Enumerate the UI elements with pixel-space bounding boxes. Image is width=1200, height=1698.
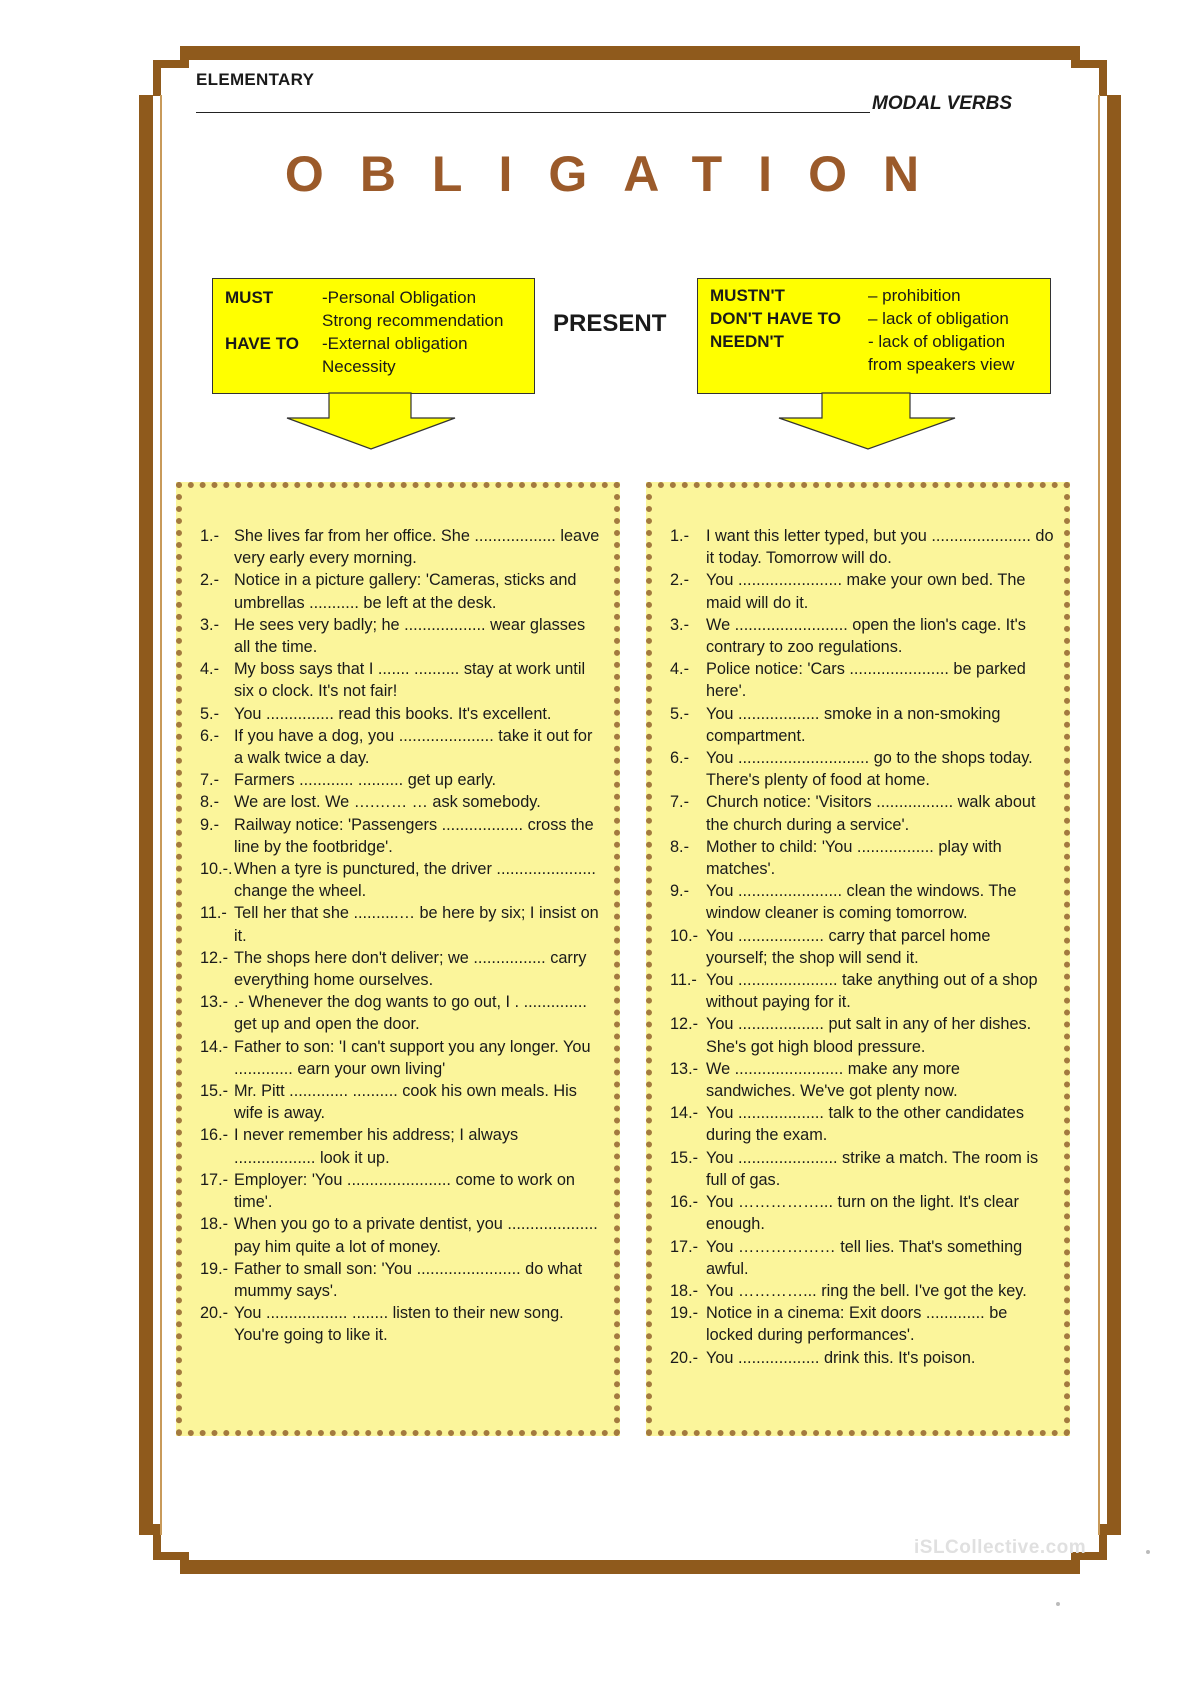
exercise-text: We ......................... open the lion's cage. It's contrary to zoo regulations. [706, 615, 1026, 657]
exercise-number: 6.- [200, 726, 220, 745]
exercise-text: We ........................ make any more sandwiches. We've got plenty now. [706, 1059, 960, 1101]
exercise-item [200, 569, 602, 613]
exercise-number: 11.- [200, 904, 227, 923]
exercise-text: You ....................... make your own bed. The maid will do it. [706, 571, 1026, 612]
level-label: ELEMENTARY [196, 70, 315, 89]
exercise-text: You ............... read this books. It's excellent. [234, 704, 552, 723]
exercise-number: 17.- [670, 1237, 699, 1256]
exercise-number: 20.- [200, 1304, 229, 1323]
box-row [225, 286, 522, 309]
exercise-number: 16.- [200, 1126, 229, 1145]
exercise-item [670, 880, 1054, 924]
exercise-item [670, 1058, 1054, 1102]
exercise-item [670, 969, 1054, 1013]
exercise-text: I never remember his address; I always .................. look it up. [234, 1126, 519, 1167]
stray-dot [1146, 1550, 1150, 1554]
box-meaning: - lack of obligation [868, 332, 1006, 351]
exercise-text: You ................... carry that parcel home yourself; the shop will send it. [706, 926, 991, 967]
exercise-number: 10.- [670, 926, 699, 945]
exercise-text: If you have a dog, you ..................... take it out for a walk twice a day. [234, 726, 593, 768]
page-title: OBLIGATION [284, 146, 956, 202]
box-keyword: HAVE TO [225, 334, 299, 353]
exercise-text: She lives far from her office. She .................. leave very early every morning. [234, 527, 600, 568]
exercise-item [200, 902, 602, 946]
box-meaning: from speakers view [868, 355, 1015, 374]
topic-label: MODAL VERBS [872, 93, 1013, 114]
exercise-item [200, 1036, 602, 1080]
exercise-text: You ...................... strike a match. The room is full of gas. [706, 1148, 1039, 1189]
exercise-item [200, 769, 602, 791]
exercise-number: 11.- [670, 971, 697, 990]
exercise-text: Tell her that she ..........… be here by six; I insist on it. [234, 904, 599, 945]
exercise-item [200, 1213, 602, 1257]
exercise-number: 5.- [200, 704, 220, 723]
exercise-item [200, 1258, 602, 1302]
exercise-number: 13.- [200, 993, 229, 1012]
exercise-number: 18.- [670, 1281, 699, 1300]
box-meaning: -Personal Obligation [322, 288, 477, 307]
exercise-item [200, 1124, 602, 1168]
present-label: PRESENT [553, 310, 667, 337]
exercise-item [670, 614, 1054, 658]
exercise-number: 1.- [200, 527, 220, 545]
exercise-number: 12.- [670, 1015, 699, 1034]
exercise-number: 6.- [670, 749, 690, 768]
exercise-item [670, 1302, 1054, 1346]
frame-left [139, 95, 153, 1535]
exercise-item [200, 791, 602, 813]
exercise-text: You ...................... take anything out of a shop without paying for it. [706, 971, 1038, 1012]
exercise-item [670, 525, 1054, 569]
watermark: iSLCollective.com [914, 1537, 1087, 1558]
exercise-text: Employer: 'You ....................... come to work on time'. [234, 1170, 575, 1212]
exercise-text: The shops here don't deliver; we ................ carry everything home ourselves. [234, 948, 587, 990]
exercise-text: Church notice: 'Visitors ................. walk about the church during a service'. [706, 793, 1036, 834]
box-row [710, 307, 1038, 330]
exercise-item [200, 991, 602, 1035]
exercise-number: 3.- [670, 615, 690, 634]
exercise-text: You …………... ring the bell. I've got the key. [706, 1281, 1027, 1300]
exercise-item [670, 1013, 1054, 1057]
box-row [710, 330, 1038, 353]
exercise-text: You ................... talk to the other candidates during the exam. [706, 1104, 1024, 1145]
exercise-text: You ............................. go to the shops today. There's plenty of food at home. [706, 749, 1033, 790]
exercise-item [670, 836, 1054, 880]
frame-corner [153, 60, 189, 96]
exercise-number: 2.- [670, 571, 690, 590]
exercise-item [200, 1302, 602, 1346]
box-row [225, 332, 522, 355]
frame-corner [153, 1524, 189, 1560]
exercise-number: 14.- [200, 1037, 229, 1056]
exercise-number: 7.- [200, 771, 220, 790]
exercise-text: He sees very badly; he .................. wear glasses all the time. [234, 615, 586, 657]
exercise-number: 8.- [670, 837, 690, 856]
exercise-text: .- Whenever the dog wants to go out, I . .............. get up and open the door. [234, 993, 587, 1034]
box-row [710, 284, 1038, 307]
exercise-item [670, 791, 1054, 835]
exercise-text: You ……………... turn on the light. It's clear enough. [706, 1193, 1019, 1234]
exercise-text: You ................... put salt in any of her dishes. She's got high blood pressure. [706, 1015, 1032, 1056]
exercise-number: 12.- [200, 948, 229, 967]
exercise-number: 17.- [200, 1170, 229, 1189]
exercise-text: You ……………… tell lies. That's something awful. [706, 1237, 1023, 1278]
exercise-text: You .................. smoke in a non-smoking compartment. [706, 704, 1001, 745]
exercise-number: 9.- [200, 815, 220, 834]
box-meaning: – prohibition [868, 286, 961, 305]
box-meaning: Strong recommendation [322, 311, 504, 330]
exercise-item [670, 703, 1054, 747]
stray-dot [1056, 1602, 1060, 1606]
exercise-item [200, 525, 602, 569]
exercise-text: Mr. Pitt ............. .......... cook his own meals. His wife is away. [234, 1082, 577, 1123]
exercise-item [200, 947, 602, 991]
exercise-item [670, 1191, 1054, 1235]
exercise-number: 14.- [670, 1104, 699, 1123]
box-keyword: NEEDN'T [710, 332, 784, 351]
box-meaning: – lack of obligation [868, 309, 1009, 328]
exercise-text: You .................. ........ listen to their new song. You're going to like it. [234, 1304, 564, 1345]
exercise-item [670, 925, 1054, 969]
exercise-box-left [176, 482, 620, 1436]
exercise-number: 18.- [200, 1215, 229, 1234]
exercise-number: 1.- [670, 527, 690, 545]
box-meaning: Necessity [322, 357, 396, 376]
exercise-number: 19.- [670, 1304, 699, 1323]
exercise-item [670, 569, 1054, 613]
exercise-item [200, 703, 602, 725]
exercise-item [200, 1080, 602, 1124]
exercise-number: 9.- [670, 882, 690, 901]
exercise-number: 19.- [200, 1259, 229, 1278]
obligation-box [212, 278, 535, 394]
exercise-item [200, 614, 602, 658]
exercise-text: Farmers ............ .......... get up early. [234, 771, 497, 790]
exercise-item [670, 1280, 1054, 1302]
exercise-item [670, 1102, 1054, 1146]
exercise-item [200, 814, 602, 858]
exercise-item [200, 725, 602, 769]
exercise-text: Railway notice: 'Passengers .................. cross the line by the footbridge'. [234, 815, 594, 856]
box-row [225, 309, 522, 332]
exercise-text: Notice in a cinema: Exit doors ............. be locked during performances'. [706, 1304, 1008, 1345]
prohibition-box [697, 278, 1051, 394]
exercise-number: 3.- [200, 615, 220, 634]
exercise-number: 10.-. [200, 860, 233, 879]
exercise-text: When you go to a private dentist, you .................... pay him quite a lot of money. [234, 1215, 598, 1256]
exercise-number: 7.- [670, 793, 690, 812]
exercise-text: You .................. drink this. It's poison. [706, 1348, 976, 1367]
exercise-text: Father to son: 'I can't support you any longer. You ............. earn your own living' [234, 1037, 591, 1078]
exercise-number: 4.- [670, 660, 690, 679]
frame-corner [1071, 60, 1107, 96]
exercise-text: Father to small son: 'You ....................... do what mummy says'. [234, 1259, 583, 1300]
exercise-item [200, 1169, 602, 1213]
exercise-number: 15.- [670, 1148, 699, 1167]
exercise-box-right [646, 482, 1070, 1436]
header-rule [196, 112, 870, 113]
frame-bottom [180, 1560, 1080, 1574]
frame-inner-line [1098, 95, 1100, 1535]
exercise-number: 2.- [200, 571, 220, 590]
box-row [710, 353, 1038, 376]
exercise-number: 8.- [200, 793, 220, 812]
frame-inner-line [160, 95, 162, 1535]
exercise-item [670, 1236, 1054, 1280]
down-arrow-icon [778, 392, 956, 452]
box-keyword: MUSTN'T [710, 286, 785, 305]
exercise-text: Police notice: 'Cars ...................... be parked here'. [706, 660, 1026, 701]
exercise-item [670, 747, 1054, 791]
box-keyword: MUST [225, 288, 274, 307]
box-meaning: -External obligation [322, 334, 468, 353]
exercise-text: When a tyre is punctured, the driver ...................... change the wheel. [234, 860, 596, 901]
exercise-text: You ....................... clean the windows. The window cleaner is coming tomorrow. [706, 882, 1017, 923]
frame-top [180, 46, 1080, 60]
down-arrow-icon [286, 392, 456, 452]
exercise-text: My boss says that I ....... .......... stay at work until six o clock. It's not fair! [234, 660, 586, 701]
exercise-item [200, 658, 602, 702]
exercise-number: 20.- [670, 1348, 699, 1367]
exercise-item [670, 1147, 1054, 1191]
exercise-number: 16.- [670, 1193, 699, 1212]
exercise-text: I want this letter typed, but you ...................... do it today. Tomorrow will do. [706, 527, 1054, 568]
box-row [225, 355, 522, 378]
exercise-item [200, 858, 602, 902]
exercise-number: 5.- [670, 704, 690, 723]
exercise-item [670, 658, 1054, 702]
exercise-item [670, 1347, 1054, 1369]
frame-right [1107, 95, 1121, 1535]
box-keyword: DON'T HAVE TO [710, 309, 841, 328]
exercise-number: 13.- [670, 1059, 699, 1078]
exercise-number: 15.- [200, 1082, 229, 1101]
exercise-text: Mother to child: 'You ................. play with matches'. [706, 837, 1002, 879]
exercise-text: We are lost. We ….…… … ask somebody. [234, 793, 541, 812]
exercise-number: 4.- [200, 660, 220, 679]
exercise-text: Notice in a picture gallery: 'Cameras, sticks and umbrellas ........... be left at the desk. [234, 571, 577, 612]
